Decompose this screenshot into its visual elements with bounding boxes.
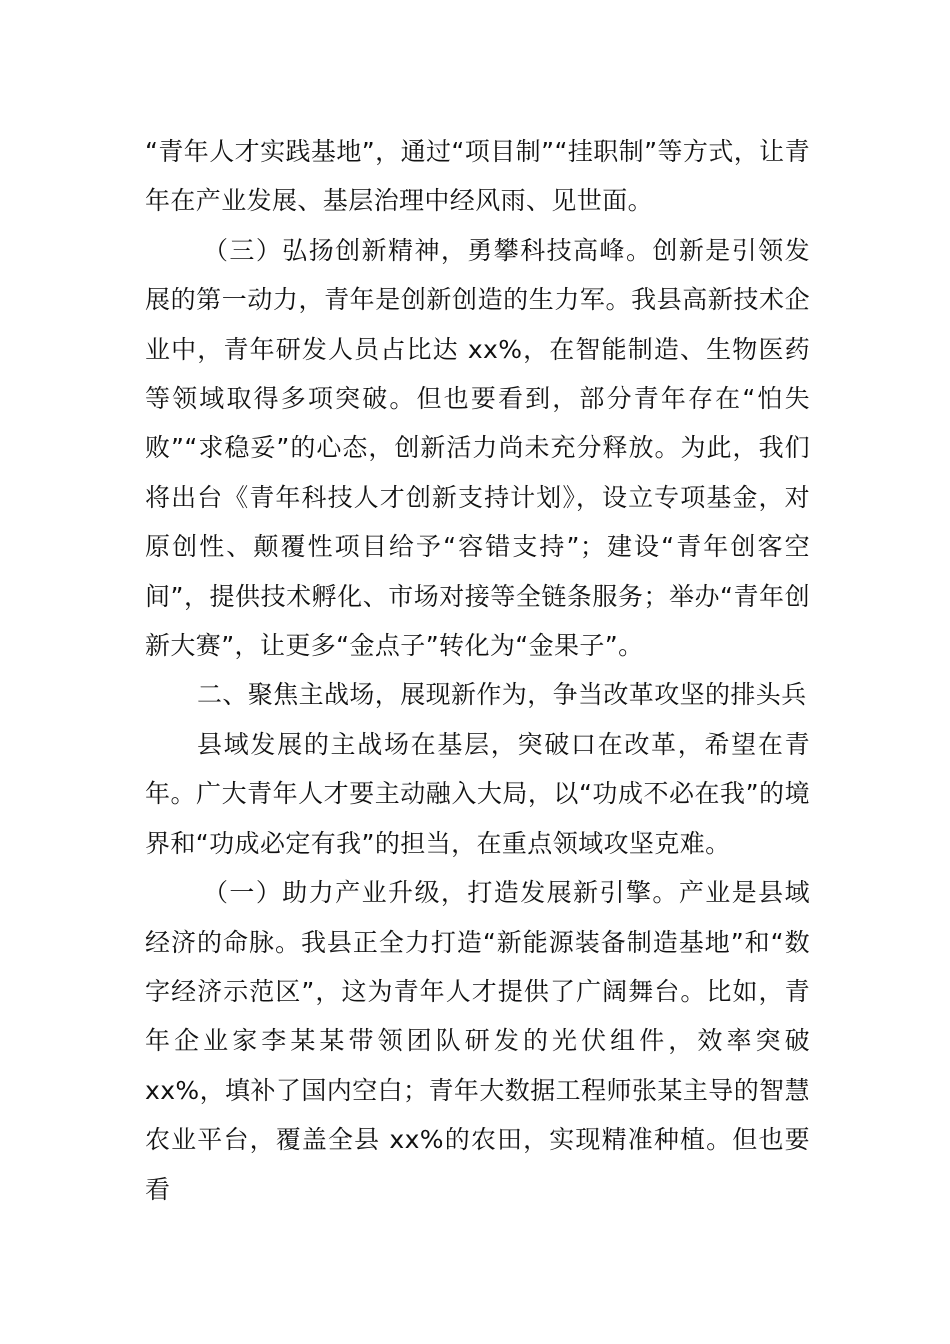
paragraph-section-two-intro: 县域发展的主战场在基层，突破口在改革，希望在青年。广大青年人才要主动融入大局，以“功成不必在我”的境界和“功成必定有我”的担当，在重点领域攻坚克难。 [145, 729, 810, 858]
paragraph-section-innovation: （三）弘扬创新精神，勇攀科技高峰。创新是引领发展的第一动力，青年是创新创造的生力军。我县高新技术企业中，青年研发人员占比达 xx%，在智能制造、生物医药等领域取得多项突破。但也要看到，部分青年存在“怕失败”“求稳妥”的心态，创新活力尚未充分释放。为此，我们将出台《青年科技人才创新支持计划》，设立专项基金，对原创性、颠覆性项目给予“容错支持”；建设“青年创客空间”，提供技术孵化、市场对接等全链条服务；举办“青年创新大赛”，让更多“金点子”转化为“金果子”。 [145, 235, 810, 661]
document-body [145, 127, 810, 1214]
paragraph-industry-upgrade: （一）助力产业升级，打造发展新引擎。产业是县域经济的命脉。我县正全力打造“新能源装备制造基地”和“数字经济示范区”，这为青年人才提供了广阔舞台。比如，青年企业家李某某带领团队研发的光伏组件，效率突破 xx%，填补了国内空白；青年大数据工程师张某主导的智慧农业平台，覆盖全县 xx%的农田，实现精准种植。但也要看 [145, 878, 810, 1204]
paragraph-continuation: “青年人才实践基地”，通过“项目制”“挂职制”等方式，让青年在产业发展、基层治理中经风雨、见世面。 [145, 137, 810, 216]
section-heading-two: 二、聚焦主战场，展现新作为，争当改革攻坚的排头兵 [197, 680, 807, 710]
